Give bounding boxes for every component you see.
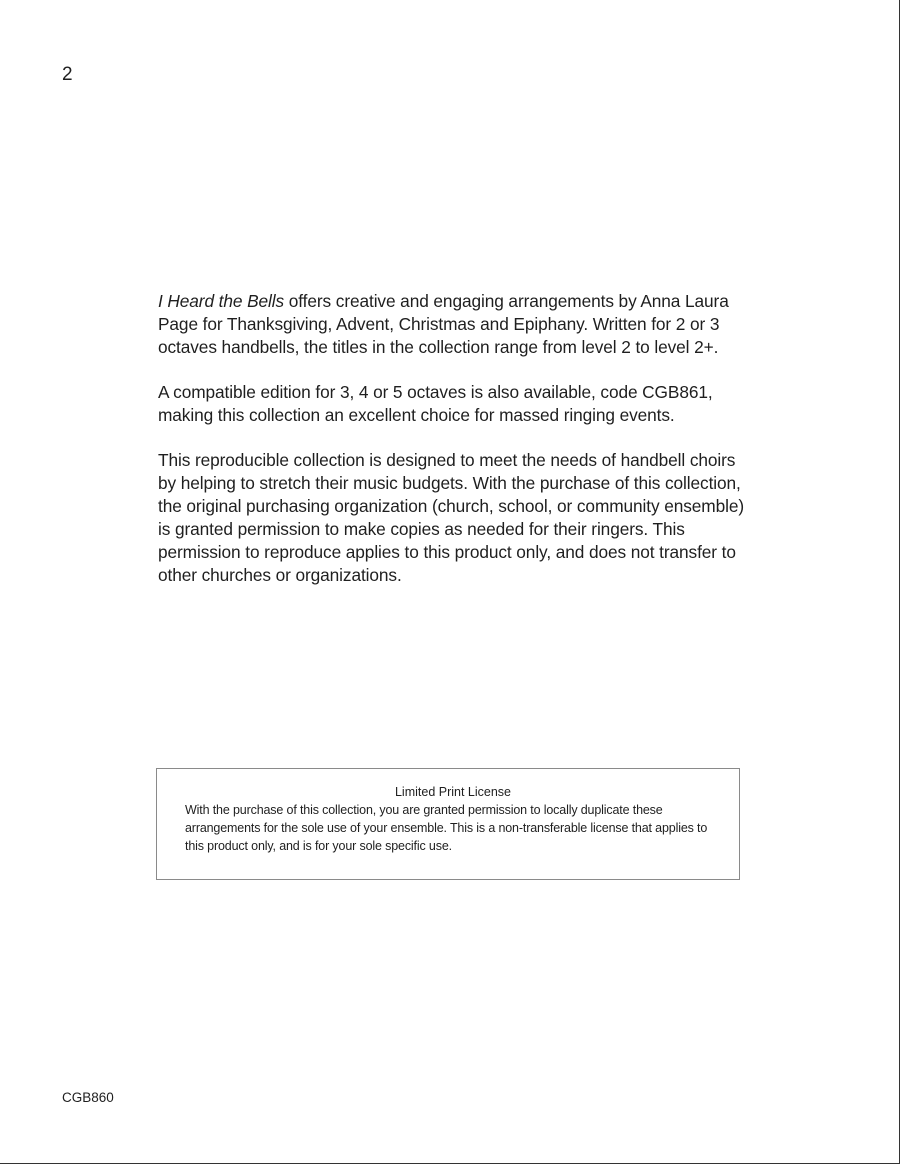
collection-title: I Heard the Bells (158, 291, 285, 311)
intro-paragraph-1 (158, 290, 758, 359)
product-code: CGB860 (62, 1090, 114, 1105)
intro-text (158, 290, 758, 609)
license-body: With the purchase of this collection, you are granted permission to locally duplicate these arrangements for the sole use of your ensemble. This is a non-transferable license that applies to this product only, and is for your sole specific use. (185, 803, 708, 853)
page-number: 2 (62, 64, 73, 85)
license-box (156, 768, 740, 880)
intro-paragraph-2: A compatible edition for 3, 4 or 5 octaves is also available, code CGB861, making this collection an excellent choice for massed ringing events. (158, 382, 713, 425)
intro-paragraph-3: This reproducible collection is designed to meet the needs of handbell choirs by helping to stretch their music budgets. With the purchase of this collection, the original purchasing organization (church, school, or community ensemble) is granted permission to make copies as needed for their ringers. This permission to reproduce applies to this product only, and does not transfer to other churches or organizations. (158, 450, 745, 585)
intro-paragraph-1-text: offers creative and engaging arrangements by Anna Laura Page for Thanksgiving, Advent, Christmas and Epiphany. Written for 2 or 3 octaves handbells, the titles in the collection range from level 2 to level 2+. (158, 291, 729, 357)
license-title: Limited Print License (394, 785, 512, 799)
